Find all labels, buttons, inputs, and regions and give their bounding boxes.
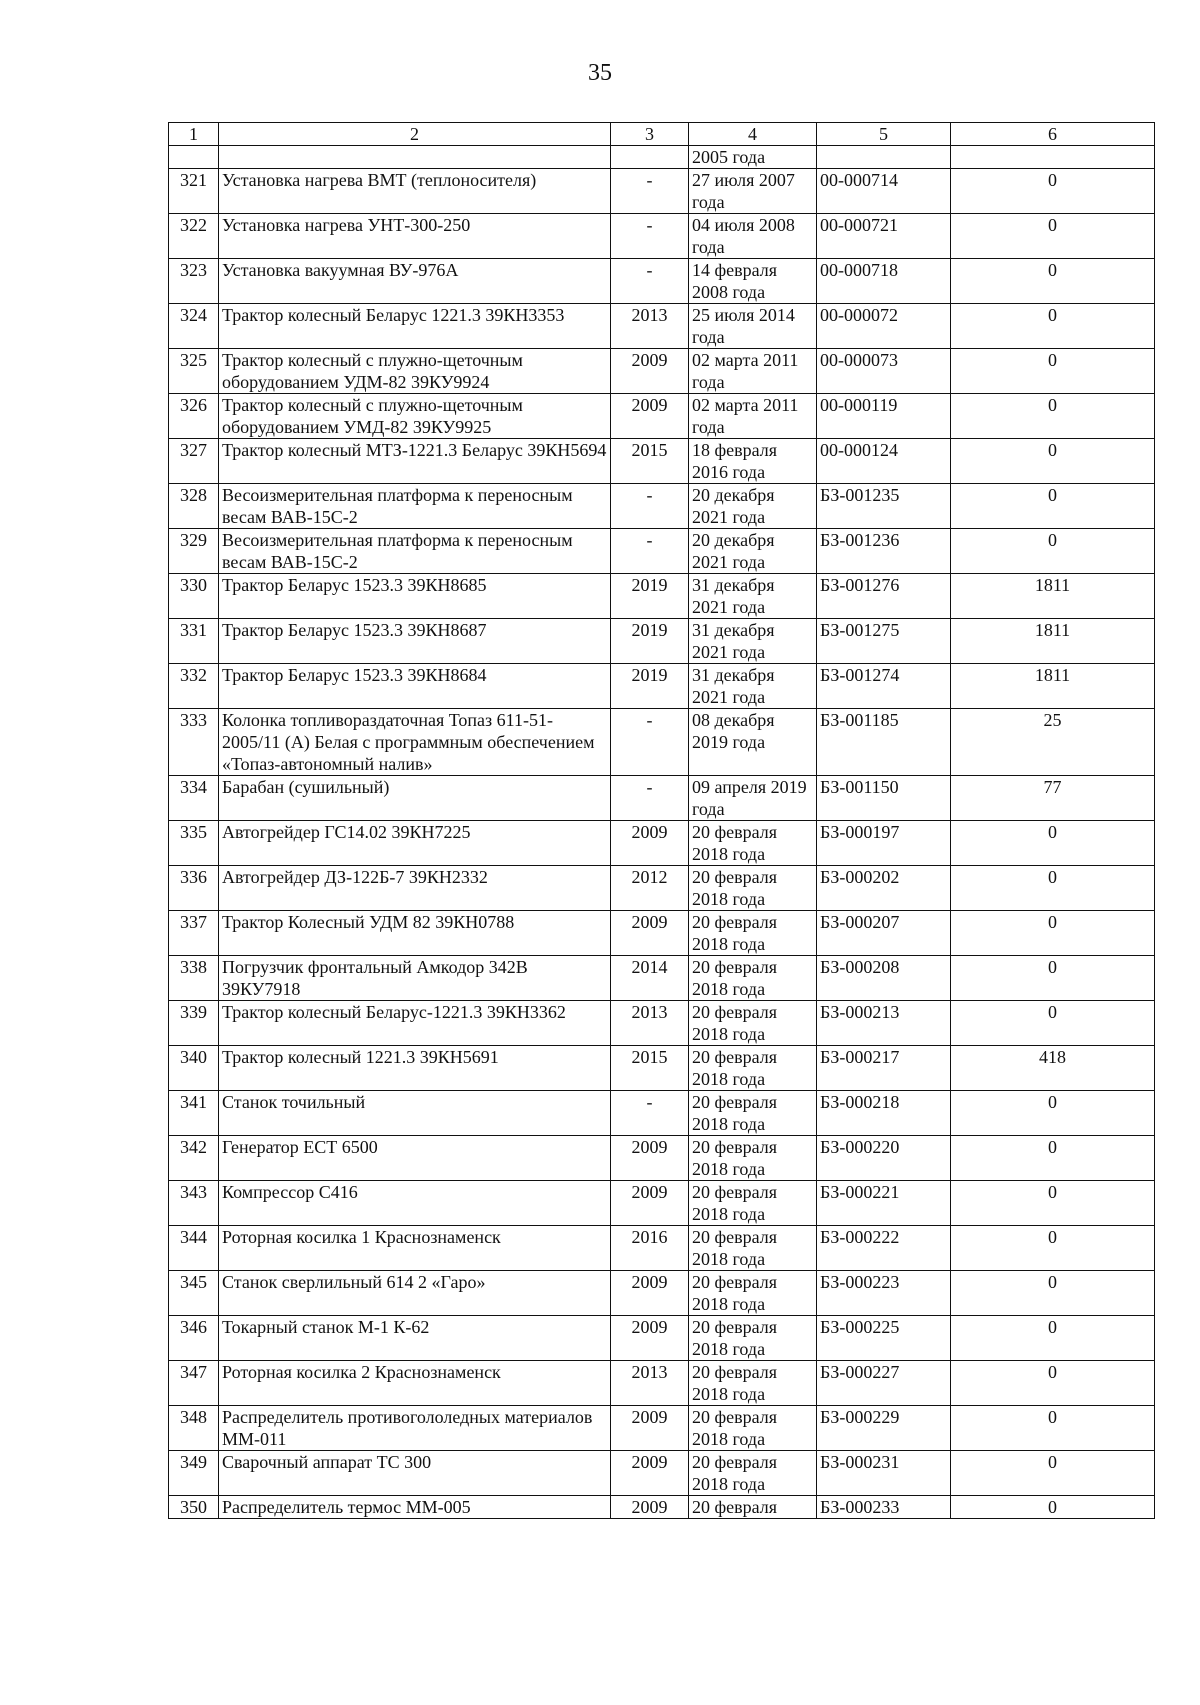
inventory-code: БЗ-000202 — [817, 866, 951, 911]
item-date: 20 февраля 2018 года — [689, 821, 817, 866]
table-row — [169, 1451, 1155, 1496]
item-date: 02 марта 2011 года — [689, 394, 817, 439]
item-value: 0 — [951, 1406, 1155, 1451]
item-value: 418 — [951, 1046, 1155, 1091]
item-year: - — [611, 259, 689, 304]
item-date: 20 февраля 2018 года — [689, 1271, 817, 1316]
row-number: 337 — [169, 911, 219, 956]
inventory-code: БЗ-000229 — [817, 1406, 951, 1451]
item-year: 2019 — [611, 619, 689, 664]
item-year: - — [611, 169, 689, 214]
page-number: 35 — [588, 60, 612, 86]
table-row — [169, 619, 1155, 664]
row-number: 329 — [169, 529, 219, 574]
item-date: 20 февраля 2018 года — [689, 1001, 817, 1046]
item-name: Установка вакуумная ВУ-976А — [219, 259, 611, 304]
item-year: 2015 — [611, 439, 689, 484]
row-number: 333 — [169, 709, 219, 776]
inventory-code: БЗ-000207 — [817, 911, 951, 956]
item-date: 08 декабря 2019 года — [689, 709, 817, 776]
item-date: 20 февраля 2018 года — [689, 1136, 817, 1181]
registry-table — [168, 122, 1155, 1519]
table-row — [169, 709, 1155, 776]
item-name: Трактор колесный с плужно-щеточным оборудованием УДМ-82 39КУ9924 — [219, 349, 611, 394]
item-year: 2009 — [611, 1406, 689, 1451]
item-name: Станок точильный — [219, 1091, 611, 1136]
inventory-code: БЗ-001150 — [817, 776, 951, 821]
item-year: 2009 — [611, 1181, 689, 1226]
item-date: 04 июля 2008 года — [689, 214, 817, 259]
table-row — [169, 1496, 1155, 1519]
table-row — [169, 1001, 1155, 1046]
table-row — [169, 394, 1155, 439]
item-year: 2009 — [611, 394, 689, 439]
item-date: 25 июля 2014 года — [689, 304, 817, 349]
item-year: - — [611, 1091, 689, 1136]
inventory-code: БЗ-000208 — [817, 956, 951, 1001]
item-name: Роторная косилка 1 Краснознаменск — [219, 1226, 611, 1271]
inventory-code: БЗ-001276 — [817, 574, 951, 619]
row-number: 331 — [169, 619, 219, 664]
item-value: 0 — [951, 394, 1155, 439]
item-year: 2009 — [611, 1451, 689, 1496]
item-name: Весоизмерительная платформа к переносным весам ВАВ-15С-2 — [219, 529, 611, 574]
item-year: 2014 — [611, 956, 689, 1001]
item-name: Барабан (сушильный) — [219, 776, 611, 821]
table-row — [169, 529, 1155, 574]
item-name: Токарный станок М-1 К-62 — [219, 1316, 611, 1361]
item-year: - — [611, 214, 689, 259]
registry-body — [169, 146, 1155, 1519]
item-name: Компрессор С416 — [219, 1181, 611, 1226]
item-date: 20 декабря 2021 года — [689, 484, 817, 529]
table-row — [169, 304, 1155, 349]
item-value: 0 — [951, 1271, 1155, 1316]
item-value: 0 — [951, 866, 1155, 911]
item-date: 18 февраля 2016 года — [689, 439, 817, 484]
item-name: Роторная косилка 2 Краснознаменск — [219, 1361, 611, 1406]
item-date: 31 декабря 2021 года — [689, 619, 817, 664]
table-row — [169, 776, 1155, 821]
item-name: Трактор Беларус 1523.3 39КН8685 — [219, 574, 611, 619]
item-year: 2013 — [611, 304, 689, 349]
inventory-code: 00-000714 — [817, 169, 951, 214]
item-year: 2009 — [611, 1316, 689, 1361]
row-number: 348 — [169, 1406, 219, 1451]
continuation-year — [611, 146, 689, 169]
row-number: 332 — [169, 664, 219, 709]
table-row — [169, 574, 1155, 619]
header-row — [169, 123, 1155, 146]
item-year: 2009 — [611, 911, 689, 956]
item-value: 1811 — [951, 619, 1155, 664]
continuation-row — [169, 146, 1155, 169]
item-date: 20 февраля 2018 года — [689, 1181, 817, 1226]
item-name: Автогрейдер ГС14.02 39КН7225 — [219, 821, 611, 866]
table-row — [169, 866, 1155, 911]
item-value: 1811 — [951, 574, 1155, 619]
row-number: 350 — [169, 1496, 219, 1519]
item-value: 0 — [951, 821, 1155, 866]
item-name: Трактор Беларус 1523.3 39КН8684 — [219, 664, 611, 709]
item-year: 2009 — [611, 821, 689, 866]
table-row — [169, 1136, 1155, 1181]
item-date: 31 декабря 2021 года — [689, 664, 817, 709]
inventory-code: БЗ-000213 — [817, 1001, 951, 1046]
item-date: 20 февраля — [689, 1496, 817, 1519]
row-number: 345 — [169, 1271, 219, 1316]
item-value: 0 — [951, 911, 1155, 956]
item-name: Установка нагрева ВМТ (теплоносителя) — [219, 169, 611, 214]
item-value: 0 — [951, 439, 1155, 484]
inventory-code: БЗ-000220 — [817, 1136, 951, 1181]
continuation-name — [219, 146, 611, 169]
item-name: Станок сверлильный 614 2 «Гаро» — [219, 1271, 611, 1316]
header-col-1: 1 — [169, 123, 219, 146]
item-date: 02 марта 2011 года — [689, 349, 817, 394]
item-date: 14 февраля 2008 года — [689, 259, 817, 304]
item-year: - — [611, 709, 689, 776]
item-value: 25 — [951, 709, 1155, 776]
inventory-code: БЗ-000197 — [817, 821, 951, 866]
item-name: Распределитель противогололедных материалов ММ-011 — [219, 1406, 611, 1451]
table-row — [169, 1271, 1155, 1316]
table-row — [169, 214, 1155, 259]
row-number: 324 — [169, 304, 219, 349]
inventory-code: БЗ-001274 — [817, 664, 951, 709]
item-name: Автогрейдер ДЗ-122Б-7 39КН2332 — [219, 866, 611, 911]
item-value: 0 — [951, 529, 1155, 574]
inventory-code: БЗ-001236 — [817, 529, 951, 574]
item-date: 20 февраля 2018 года — [689, 1451, 817, 1496]
item-value: 77 — [951, 776, 1155, 821]
item-value: 0 — [951, 214, 1155, 259]
inventory-code: 00-000073 — [817, 349, 951, 394]
inventory-code: 00-000718 — [817, 259, 951, 304]
item-value: 0 — [951, 169, 1155, 214]
row-number: 343 — [169, 1181, 219, 1226]
item-value: 0 — [951, 1181, 1155, 1226]
row-number: 334 — [169, 776, 219, 821]
table-row — [169, 1226, 1155, 1271]
row-number: 325 — [169, 349, 219, 394]
item-value: 0 — [951, 1361, 1155, 1406]
table-row — [169, 169, 1155, 214]
inventory-code: БЗ-000221 — [817, 1181, 951, 1226]
item-value: 0 — [951, 304, 1155, 349]
item-year: 2013 — [611, 1001, 689, 1046]
row-number: 347 — [169, 1361, 219, 1406]
item-year: 2009 — [611, 1496, 689, 1519]
item-year: 2009 — [611, 349, 689, 394]
item-date: 20 февраля 2018 года — [689, 1361, 817, 1406]
item-value: 0 — [951, 484, 1155, 529]
item-year: - — [611, 484, 689, 529]
item-value: 0 — [951, 349, 1155, 394]
item-name: Распределитель термос ММ-005 — [219, 1496, 611, 1519]
continuation-date: 2005 года — [689, 146, 817, 169]
item-name: Погрузчик фронтальный Амкодор 342В 39КУ7918 — [219, 956, 611, 1001]
row-number: 321 — [169, 169, 219, 214]
item-name: Установка нагрева УНТ-300-250 — [219, 214, 611, 259]
item-year: - — [611, 776, 689, 821]
item-value: 0 — [951, 259, 1155, 304]
table-row — [169, 1181, 1155, 1226]
row-number: 338 — [169, 956, 219, 1001]
item-date: 20 февраля 2018 года — [689, 1226, 817, 1271]
item-value: 0 — [951, 1091, 1155, 1136]
inventory-code: БЗ-000223 — [817, 1271, 951, 1316]
item-date: 20 февраля 2018 года — [689, 866, 817, 911]
item-value: 0 — [951, 1451, 1155, 1496]
item-value: 0 — [951, 1496, 1155, 1519]
row-number: 330 — [169, 574, 219, 619]
inventory-code: 00-000072 — [817, 304, 951, 349]
row-number: 340 — [169, 1046, 219, 1091]
item-date: 27 июля 2007 года — [689, 169, 817, 214]
inventory-code: БЗ-000231 — [817, 1451, 951, 1496]
item-date: 31 декабря 2021 года — [689, 574, 817, 619]
item-year: 2009 — [611, 1136, 689, 1181]
row-number: 349 — [169, 1451, 219, 1496]
table-row — [169, 1316, 1155, 1361]
item-year: 2013 — [611, 1361, 689, 1406]
header-col-5: 5 — [817, 123, 951, 146]
item-value: 0 — [951, 1001, 1155, 1046]
row-number: 322 — [169, 214, 219, 259]
inventory-code: БЗ-000225 — [817, 1316, 951, 1361]
row-number: 323 — [169, 259, 219, 304]
inventory-code: БЗ-000217 — [817, 1046, 951, 1091]
table-row — [169, 1361, 1155, 1406]
item-value: 0 — [951, 1136, 1155, 1181]
table-row — [169, 1046, 1155, 1091]
inventory-code: БЗ-001235 — [817, 484, 951, 529]
item-name: Колонка топливораздаточная Топаз 611-51-2005/11 (А) Белая с программным обеспечением «Топаз-автономный налив» — [219, 709, 611, 776]
inventory-code: БЗ-001185 — [817, 709, 951, 776]
table-row — [169, 439, 1155, 484]
row-number: 326 — [169, 394, 219, 439]
item-name: Трактор колесный Беларус 1221.3 39КН3353 — [219, 304, 611, 349]
item-value: 0 — [951, 1316, 1155, 1361]
inventory-code: 00-000119 — [817, 394, 951, 439]
item-name: Генератор ЕСТ 6500 — [219, 1136, 611, 1181]
item-year: 2012 — [611, 866, 689, 911]
table-row — [169, 664, 1155, 709]
row-number: 344 — [169, 1226, 219, 1271]
row-number: 346 — [169, 1316, 219, 1361]
table-row — [169, 1091, 1155, 1136]
item-year: 2009 — [611, 1271, 689, 1316]
item-name: Трактор Колесный УДМ 82 39КН0788 — [219, 911, 611, 956]
item-name: Сварочный аппарат ТС 300 — [219, 1451, 611, 1496]
table-row — [169, 349, 1155, 394]
item-date: 20 декабря 2021 года — [689, 529, 817, 574]
item-name: Трактор колесный с плужно-щеточным оборудованием УМД-82 39КУ9925 — [219, 394, 611, 439]
item-value: 0 — [951, 956, 1155, 1001]
item-name: Трактор колесный МТЗ-1221.3 Беларус 39КН5694 — [219, 439, 611, 484]
inventory-code: БЗ-000218 — [817, 1091, 951, 1136]
inventory-code: БЗ-001275 — [817, 619, 951, 664]
item-year: - — [611, 529, 689, 574]
item-date: 20 февраля 2018 года — [689, 1316, 817, 1361]
item-name: Трактор колесный Беларус-1221.3 39КН3362 — [219, 1001, 611, 1046]
row-number: 339 — [169, 1001, 219, 1046]
continuation-code — [817, 146, 951, 169]
item-year: 2016 — [611, 1226, 689, 1271]
row-number: 341 — [169, 1091, 219, 1136]
inventory-code: БЗ-000227 — [817, 1361, 951, 1406]
table-row — [169, 484, 1155, 529]
header-col-3: 3 — [611, 123, 689, 146]
item-date: 20 февраля 2018 года — [689, 911, 817, 956]
table-row — [169, 259, 1155, 304]
item-name: Трактор Беларус 1523.3 39КН8687 — [219, 619, 611, 664]
table-row — [169, 956, 1155, 1001]
table-row — [169, 911, 1155, 956]
item-name: Трактор колесный 1221.3 39КН5691 — [219, 1046, 611, 1091]
item-year: 2015 — [611, 1046, 689, 1091]
header-col-2: 2 — [219, 123, 611, 146]
item-date: 20 февраля 2018 года — [689, 1406, 817, 1451]
item-name: Весоизмерительная платформа к переносным весам ВАВ-15С-2 — [219, 484, 611, 529]
row-number: 342 — [169, 1136, 219, 1181]
row-number: 328 — [169, 484, 219, 529]
inventory-code: 00-000721 — [817, 214, 951, 259]
item-date: 20 февраля 2018 года — [689, 1046, 817, 1091]
table-row — [169, 1406, 1155, 1451]
row-number: 335 — [169, 821, 219, 866]
inventory-code: 00-000124 — [817, 439, 951, 484]
item-date: 09 апреля 2019 года — [689, 776, 817, 821]
item-year: 2019 — [611, 574, 689, 619]
inventory-code: БЗ-000222 — [817, 1226, 951, 1271]
header-col-6: 6 — [951, 123, 1155, 146]
header-col-4: 4 — [689, 123, 817, 146]
item-value: 0 — [951, 1226, 1155, 1271]
continuation-num — [169, 146, 219, 169]
item-date: 20 февраля 2018 года — [689, 1091, 817, 1136]
item-year: 2019 — [611, 664, 689, 709]
table-row — [169, 821, 1155, 866]
item-date: 20 февраля 2018 года — [689, 956, 817, 1001]
continuation-value — [951, 146, 1155, 169]
row-number: 327 — [169, 439, 219, 484]
item-value: 1811 — [951, 664, 1155, 709]
row-number: 336 — [169, 866, 219, 911]
inventory-code: БЗ-000233 — [817, 1496, 951, 1519]
